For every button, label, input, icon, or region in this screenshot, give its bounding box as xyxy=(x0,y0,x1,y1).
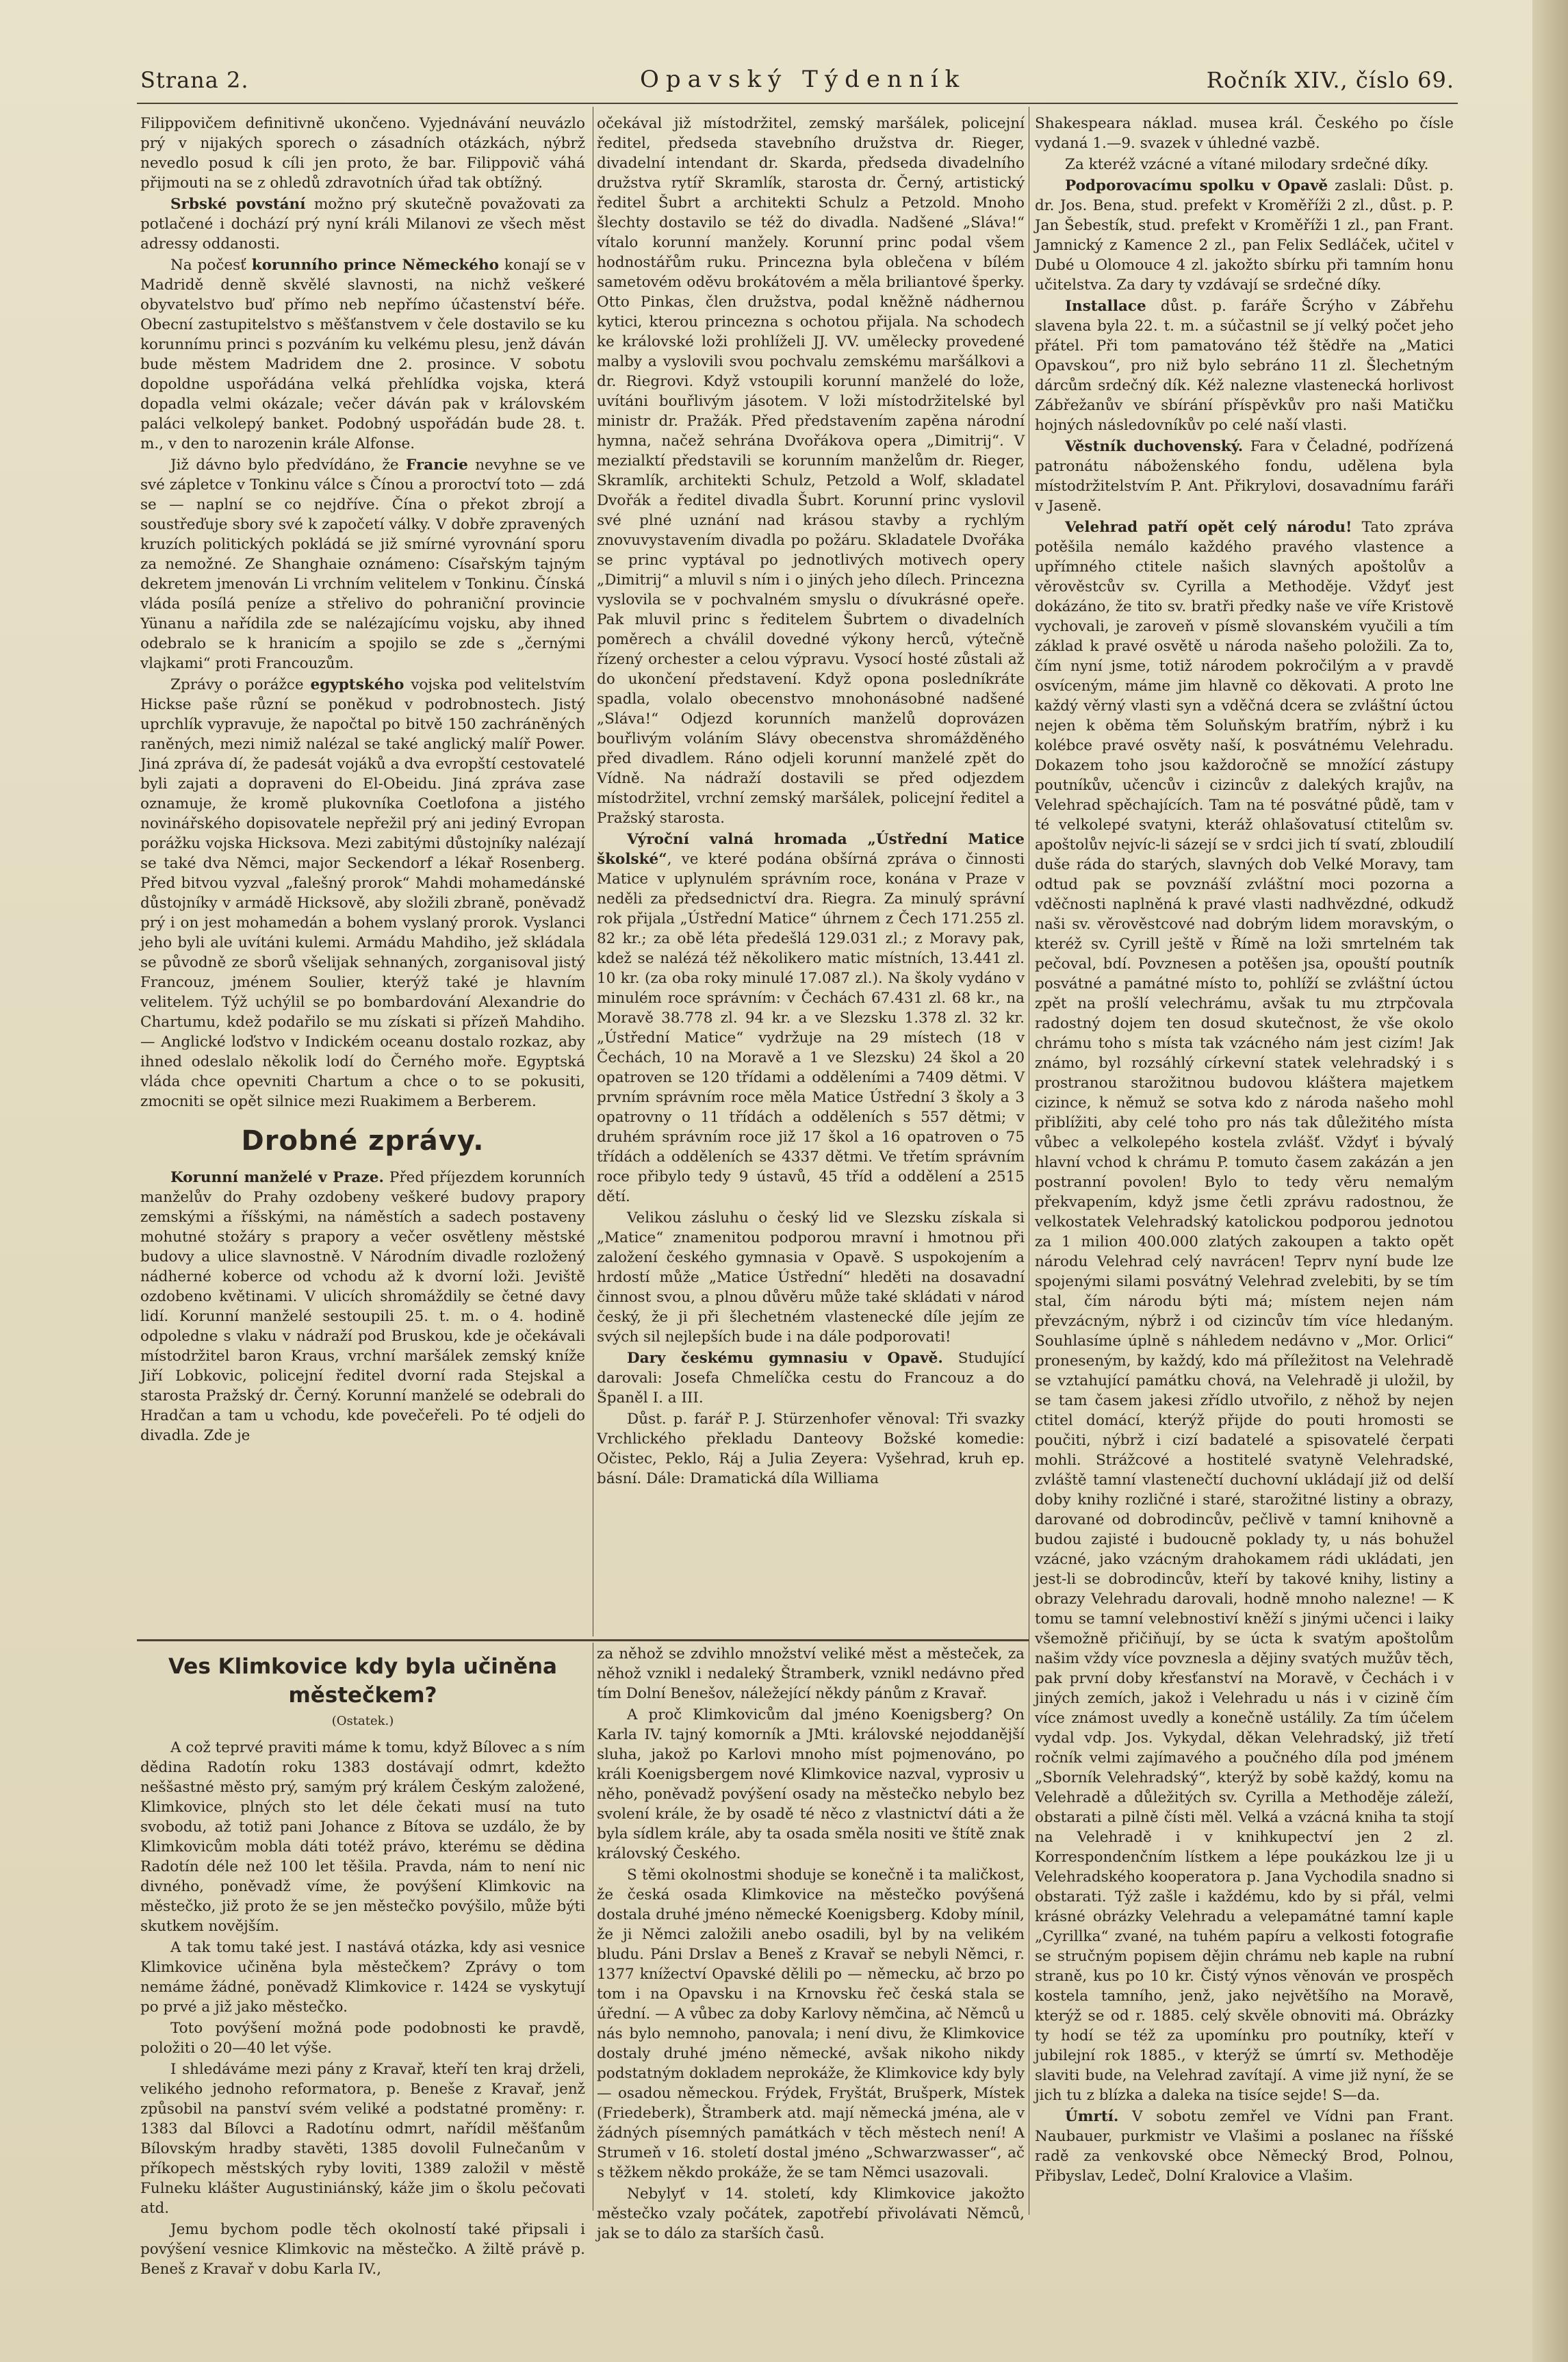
column-3 xyxy=(1035,114,1454,2215)
paragraph: Důst. p. farář P. J. Stürzenhofer věnoval: Tři svazky Vrchlického překladu Danteovy Božské komedie: Očistec, Peklo, Ráj a Julia Zeyera: Vyšehrad, kruh ep. básní. Dále: Dramatická díla Williama xyxy=(597,1411,1025,1487)
paragraph: Srbské povstání možno prý skutečně považovati za potlačené i dochází prý nyní králi Milanovi ze všech měst adressy oddanosti. xyxy=(140,196,585,253)
paragraph: Na počesť korunního prince Německého konají se v Madridě denně skvělé slavnosti, na nichž veškeré obyvatelstvo buď přímo neb nepřímo účastenství béře. Obecní zastupitelstvo s měšťanstvem v čele dostavilo se ku korunnímu princi s pozváním ku velkému plesu, jenž dáván bude městem Madridem dne 2. prosince. V sobotu dopoldne uspořádána velká přehlídka vojska, která dopadla velmi okázale; večer dáván pak v královském paláci velkolepý banket. Podobný uspořádán bude 28. t. m., v den to narozenin krále Alfonse. xyxy=(140,257,585,452)
column-2 xyxy=(597,114,1025,1634)
article-column-right xyxy=(597,1644,1025,2242)
lead-in: Věstník duchovenský. xyxy=(1065,438,1244,455)
paragraph: Nebylyť v 14. století, kdy Klimkovice jakožto městečko vzaly počátek, zapotřebí přivolávati Němců, jak se to dálo za starších časů. xyxy=(597,2185,1025,2242)
issue-number: Ročník XIV., číslo 69. xyxy=(1206,67,1454,93)
lead-in: Francie xyxy=(406,457,468,474)
page-edge-shadow xyxy=(1532,0,1568,2362)
paragraph: očekával již místodržitel, zemský maršálek, policejní ředitel, předseda stavebního družstva dr. Rieger, divadelní intendant dr. Skarda, předseda divadelního družstva rytíř Skramlík, starosta dr. Černý, artistický ředitel Šubrt a architekti Schulz a Petzold. Mnoho šlechty dostavilo se též do divadla. Nadšené „Sláva!“ vítalo korunní manžely. Korunní princ podal všem hodnostářům ruku. Princezna byla oblečena v bílém sametovém oděvu brokátovém a měla briliantové šperky. Otto Pinkas, člen družstva, podal kněžně nádhernou kytici, kterou princezna s ochotou přijala. Na schodech ke královské loži prohlíželi JJ. VV. umělecky provedené malby a vyslovili svou pochvalu zemskému maršálkovi a dr. Riegrovi. Když vstoupili korunní manželé do lože, uvítáni bouřlivým jásotem. V loži místodržitelské byl ministr dr. Pražák. Před představením zapěna národní hymna, načež sehrána Dvořákova opera „Dimitrij“. V mezialktí představili se korunním manželům dr. Rieger, Skramlík, architekti Schulz, Petzold a Wolf, skladatel Dvořák a ředitel divadla Šubrt. Korunní princ vyslovil své plné uznání nad krásou stavby a rychlým znovuvystavením divadla po požáru. Skladatele Dvořáka se princ vyptával po jednotlivých motivech opery „Dimitrij“ a mluvil s ním i o jiných jeho dílech. Princezna vyslovila se v pochvalném smyslu o dívukrásné opeře. Pak mluvil princ s ředitelem Šubrtem o divadelních poměrech a chválil dovedné výkony herců, výtečně řízený orchester a celou výpravu. Vysocí hosté zůstali až do ukončení představení. Když opona posledníkráte spadla, volalo obecenstvo mnohonásobné nadšené „Sláva!“ Odjezd korunních manželů doprovázen bouřlivým voláním Slávy obecenstva shromážděného před divadlem. Ráno odjeli korunní manželé zpět do Vídně. Na nádraží dostavili se před odjezdem místodržitel, vrchní zemský maršálek, policejní ředitel a Pražský starosta. xyxy=(597,115,1025,827)
paragraph: Filippovičem definitivně ukončeno. Vyjednávání neuvázlo prý v nijakých sporech o zásadních otázkách, nýbrž nevedlo posud k cíli jen proto, že bar. Filippovič váhá přijmouti na se z ohledů zdravotních úřad tak obtížný. xyxy=(140,115,585,192)
paragraph: Úmrtí. V sobotu zemřel ve Vídni pan Frant. Naubauer, purkmistr ve Vlašimi a poslanec na říšské radě za venkovské obce Německý Brod, Polnou, Přibyslav, Ledeč, Dolní Kralovice a Vlašim. xyxy=(1035,2108,1454,2185)
section-title: Drobné zprávy. xyxy=(241,1125,485,1157)
lead-in: korunního prince Německého xyxy=(251,257,499,274)
lead-in: Srbské povstání xyxy=(170,196,306,213)
lead-in: Dary českému gymnasiu v Opavě. xyxy=(627,1350,943,1367)
paragraph: Zprávy o porážce egyptského vojska pod velitelstvím Hickse paše různí se poněkud v podrobnostech. Jistý uprchlík vypravuje, že napočtal po bitvě 150 zachráněných raněných, mezi nimiž nalézal se také anglický malíř Power. Jiná zpráva dí, že padesát vojáků a dva evropští cestovatelé byli zajati a dopraveni do El-Obeidu. Jiná zpráva zase oznamuje, že kromě plukovníka Coetlofona a jistého novinářského dopisovatele nepřežil prý ani jediný Evropan porážku vojska Hicksova. Mezi zabitými důstojníky nalézají se také dva Němci, major Seckendorf a lékař Rosenberg. Před bitvou vyzval „falešný prorok“ Mahdi mohamedánské důstojníky v armádě Hicksově, aby složili zbraně, poněvadž prý i on jest mohamedán a bohem vyslaný prorok. Vyslanci jeho byli ale uvítáni kulemi. Armádu Mahdiho, jež skládala se původně ze sborů všelijak sehnaných, zorganisoval jistý Francouz, jménem Soulier, kterýž také je hlavním velitelem. Týž uchýlil se po bombardování Alexandrie do Chartumu, kdež podařilo se mu získati si přízeň Mahdiho. — Anglické loďstvo v Indickém oceanu dostalo rozkaz, aby ihned odeslalo několik lodí do Černého moře. Egyptská vláda chce opevniti Chartum a chce o to se pokusiti, zmocniti se opět silnice mezi Ruakimem a Berberem. xyxy=(140,676,585,1110)
paragraph: za něhož se zdvihlo množství veliké měst a městeček, za něhož vznikl i nedaleký Štramberk, vznikl nedávno před tím Dolní Benešov, náležející někdy pánům z Kravař. xyxy=(597,1645,1025,1702)
lead-in: Úmrtí. xyxy=(1065,2108,1119,2125)
paragraph: Toto povýšení možná pode podobnosti ke pravdě, položiti o 20—40 let výše. xyxy=(140,2020,585,2057)
lead-in: Výroční valná hromada „Ústřední Matice školské“ xyxy=(597,831,1025,868)
lead-in: Podporovacímu spolku v Opavě xyxy=(1065,177,1328,194)
paragraph: Velehrad patří opět celý národu! Tato zpráva potěšila nemálo každého pravého vlastence a upřímného ctitele našich slavných apoštolův a věrověstcův sv. Cyrilla a Methoděje. Vždyť jest dokázáno, že tito sv. bratři předky naše ve víře Kristově vychovali, je zaroveň v písmě slovanském vyučili a tím základ k pravé osvětě u národa našeho položili. Za to, čím nyní jsme, totiž národem pokročilým a v pravdě osvíceným, máme jim hlavně co děkovati. A proto lne každý věrný vlasti syn a vděčná dcera se zvláštní úctou nejen k oběma těm Soluňským bratřím, nýbrž i ku kolébce pravé osvěty naší, k posvátnému Velehradu. Dokazem toho jsou každoročně se množící zástupy poutníkův, učencův i cizincův z dalekých krajův, na Velehrad spěchajících. Tam na té posvátné půdě, tam v té velkolepé svatyni, kteráž ohlašovatusí ctitelům sv. apoštolův nejvíc-li sázejí se v srdci jich tí svatí, zbloudilí duše ráda do starých, slavných dob Velké Moravy, tam odtud pak se povznáší zvláštní moci pozorna a vděčnosti naplněná k pravé vlasti nadhvězdné, odkudž naši sv. věrověstcové nad dobrým lidem moravským, o kteréž sv. Cyrill ještě v Římě na loži smrtelném tak pečoval, bdí. Povznesen a potěšen jsa, opouští poutník posvátné a památné místo to, pohlíží se zvláštní úctou zpět na prošlí velechrámu, avšak tu mu ztrpčovala radostný dojem ten dosud skutečnost, že vše okolo chrámu toho s místa tak vzácného nám jest cizím! Jak známo, byl rozsáhlý církevní statek velehradský i s prostranou starožitnou budovou kláštera majetkem cizince, k němuž se sotva kdo z národa našeho mohl přiblížiti, aby celé toho pro nás tak důležitého místa vůbec a velkolepého kostela zvlášť. Vždyť i bývalý hlavní vchod k chrámu P. tomuto časem zakázán a jen postranní povolen! Bylo to tedy věru nemalým překvapením, když jsme četli zprávu radostnou, že velkostatek Velehradský katolickou podporou jednotou za 1 milion 400.000 zlatých zakoupen a takto opět národu Velehrad celý navrácen! Teprv nyní bude lze spojenými silami posvátný Velehrad zvelebiti, by se tím stal, čím národu býti má; místem nejen nám převzácným, nýbrž i od cizincův tím více hledaným. Souhlasíme úplně s náhledem nedávno v „Mor. Orlici“ proneseným, by každý, kdo má příležitost na Velehradě se vztahující památku chová, na Velehradě ji uložil, by se tam časem jakesi zřídlo utvořilo, z něhož by nejen ctitel domácí, kterýž přijde do pouti hromosti se poučiti, nýbrž i cizí badatelé a spisovatelé čerpati mohli. Strážcové a hostitelé svatyně Velehradské, zvláště tamní vlastenečtí duchovní ukládají již od delší doby knihy rozličné i staré, starožitné listiny a obrazy, darované od dobrodincův, pečlivě v tamní knihovně a budou zajisté i budoucně poklady ty, u nás bohužel vzácné, jako vzácným drahokamem rádi ukládati, jen jest-li se dobrodincův, kteří by takové knihy, listiny a obrazy Velehradu darovali, hodně mnoho nalezne! — K tomu se tamní velebnostiví kněží s jinými učenci i laiky všemožně přičiňují, by se úcta k svatým apoštolům našim vždy více povznesla a dějiny svatých mužův těch, pak první doby křesťanství na Moravě, v Čechách i v jiných zemích, jakož i Velehradu u nás i v cizině čím více známost uvedly a konečně ustálily. Za tím účelem vydal vdp. Jos. Vykydal, děkan Velehradský, již třetí ročník velmi zajímavého a poučného díla pod jménem „Sborník Velehradský“, kterýž by sobě každý, komu na Velehradě a důležitých sv. Cyrilla a Methoděje záleží, obstarati a pilně čísti měl. Velká a vzácná kniha ta stojí na Velehradě i v knihkupectví jen 2 zl. Korrespondenčním lístkem a lépe poukázkou lze ji u Velehradského kooperatora p. Jana Vychodila snadno si obstarati. Týž zašle i každému, kdo by si přál, velmi krásné obrázky Velehradu a velepamátné tamní kaple „Cyrillka“ zvané, na tuhém papíru a velkosti fotografie se stručným popisem dějin chrámu neb kaple na rubní straně, kus po 10 kr. Čistý výnos věnován ve prospěch kostela tamního, jenž, jako největšího na Moravě, kterýž se od r. 1885. celý skvěle obnoviti má. Obrázky ty hodí se též za upomínku pro poutníky, kteří v jubilejní rok 1885., v kterýž se úmrtí sv. Methoděje slaviti bude, na Velehrad zavítají. A vime již nyní, že se jich tu z blízka a daleka na tisíce sejde! S—da. xyxy=(1035,519,1454,2104)
paragraph: I shledáváme mezi pány z Kravař, kteří ten kraj drželi, velikého jednoho reformatora, p. Beneše z Kravař, jenž způsobil na panství svém veliké a podstatné proměny: r. 1383 dal Bílovci a Radotínu odmrt, nařídil měšťanům Bílovským hradby stavěti, 1385 dovolil Fulnečanům v příkopech městských ryby loviti, 1389 založil v městě Fulneku klášter Augustiniánský, káže jim o školu pečovati atd. xyxy=(140,2061,585,2217)
paragraph: Installace důst. p. faráře Šcrýho v Zábřehu slavena byla 22. t. m. a súčastnil se jí velký počet jeho přátel. Při tom pamatováno též štědře na „Matici Opavskou“, pro niž bylo sebráno 11 zl. Šlechetným dárcům srdečný dík. Kéž nalezne vlastenecká horlivost Zábřežanův ve sbírání příspěvkův pro naši Matičku hojných následovníkův po celé naší vlasti. xyxy=(1035,298,1454,434)
paragraph: Shakespeara náklad. musea král. Českého po čísle vydaná 1.—9. svazek v úhledné vazbě. xyxy=(1035,115,1454,152)
paragraph: Korunní manželé v Praze. Před příjezdem korunních manželův do Prahy ozdobeny veškeré budovy prapory zemskými a říšskými, na náměstích a sadech postaveny mohutné stožáry s prapory a večer osvětleny městské budovy a ulice slavnostně. V Národním divadle rozložený nádherné koberce od vchodu až k dvorní loži. Jeviště ozdobeno květinami. V ulicích shromáždily se četné davy lidí. Korunní manželé sestoupili 25. t. m. o 4. hodině odpoledne s vlaku v nádraží pod Bruskou, kde je očekávali místodržitel baron Kraus, vrchní maršálek zemský kníže Jiří Lobkovic, policejní ředitel dvorní rada Stejskal a starosta Pražský dr. Černý. Korunní manželé se odebrali do Hradčan a tam u vchodu, kde povečeřeli. Po té odjeli do divadla. Zde je xyxy=(140,1169,585,1444)
newspaper-title: Opavský Týdenník xyxy=(640,66,966,93)
paragraph: Výroční valná hromada „Ústřední Matice školské“, ve které podána obšírná zpráva o činnosti Matice v uplynulém správním roce, konána v Praze v neděli za předsednictví dra. Riegra. Za minulý správní rok přijala „Ústřední Matice“ úhrnem z Čech 171.255 zl. 82 kr.; za obě léta předešlá 129.031 zl.; z Moravy pak, kdež se nalézá též několikero matic místních, 13.441 zl. 10 kr. (za oba roky minulé 17.087 zl.). Na školy vydáno v minulém roce správním: v Čechách 67.431 zl. 68 kr., na Moravě 38.778 zl. 94 kr. a ve Slezsku 1.378 zl. 32 kr. „Ústřední Matice“ vydržuje na 29 místech (18 v Čechách, 10 na Moravě a 1 ve Slezsku) 24 škol a 20 opatroven se 120 třídami a odděleními a 7409 dětmi. V prvním správním roce měla Matice Ústřední 3 školy a 3 opatrovny o 11 třídách a odděleních s 557 dětmi; v druhém správním roce již 17 škol a 16 opatroven o 75 třídách a odděleních se 4337 dětmi. Ve třetím správním roce přibylo tedy 9 ústavů, 45 tříd a oddělení a 2515 dětí. xyxy=(597,831,1025,1205)
paragraph: S těmi okolnostmi shoduje se konečně i ta maličkost, že česká osada Klimkovice na městečko povýšená dostala druhé jméno německé Koenigsberg. Kdoby mínil, že ji Němci založili anebo osadili, byl by na velikém bludu. Páni Drslav a Beneš z Kravař se nebyli Němci, r. 1377 knížectví Opavské dělili po — německu, ač brzo po tom i na Opavsku i na Krnovsku řeč česká stala se úřední. — A vůbec za doby Karlovy němčina, ač Němců u nás bylo nemnoho, panovala; i není divu, že Klimkovice dostaly druhé jméno německé, avšak nikoho nikdy podstatným dokladem neprokáže, že Klimkovice kdy byly — osadou německou. Frýdek, Fryštát, Brušperk, Místek (Friedeberk), Štramberk atd. mají německá jména, ale v žádných písemných památkách v těch městech není! A Strumeň v 16. století dostal jméno „Schwarzwasser“, ač s těžkem někdo prokáže, že se tam Němci usazovali. xyxy=(597,1866,1025,2181)
paragraph: Věstník duchovenský. Fara v Čeladné, podřízená patronátu náboženského fondu, udělena byla místodržitelstvím P. Ant. Přikrylovi, dosavadnímu faráři v Jaseně. xyxy=(1035,438,1454,515)
paragraph: A tak tomu také jest. I nastává otázka, kdy asi vesnice Klimkovice učiněna byla městečkem? Zprávy o tom nemáme žádné, poněvadž Klimkovice r. 1424 se vyskytují po prvé a již jako městečko. xyxy=(140,1939,585,2016)
header-rule xyxy=(137,103,1458,104)
lead-in: Installace xyxy=(1065,298,1146,315)
paragraph: Podporovacímu spolku v Opavě zaslali: Důst. p. dr. Jos. Bena, stud. prefekt v Kroměříži 2 zl., důst. p. P. Jan Šebestík, stud. prefekt v Kroměříži 1 zl., pan Frant. Jamnický z Kamence 2 zl., pan Felix Sedláček, učitel v Dubé u Olomouce 4 zl. jakožto sbírku při tamním honu učitelstva. Za dary ty vzdávají se srdečné díky. xyxy=(1035,177,1454,294)
paragraph: Velikou zásluhu o český lid ve Slezsku získala si „Matice“ znamenitou podporou mravní i hmotnou při založení českého gymnasia v Opavě. S uspokojením a hrdostí může „Matice Ústřední“ hleděti na dosavadní činnost svou, a plnou důvěru může také skládati v národ český, že ji při šlechetném vlastenecké díle jejím ze svých sil nejlepších bude i na dále podporovati! xyxy=(597,1209,1025,1346)
article-column-left xyxy=(140,1644,585,2278)
lead-in: Velehrad patří opět celý národu! xyxy=(1065,519,1352,536)
article-divider-rule xyxy=(137,1639,1029,1641)
paragraph: Dary českému gymnasiu v Opavě. Studující darovali: Josefa Chmelíčka cestu do Francouz a do Španěl I. a III. xyxy=(597,1350,1025,1407)
article-title: Ves Klimkovice kdy byla učiněna městečkem? xyxy=(168,1654,557,1708)
page-header xyxy=(140,60,1454,101)
page-number: Strana 2. xyxy=(140,67,249,93)
article-subtitle: (Ostatek.) xyxy=(331,1714,394,1728)
paragraph: A proč Klimkovicům dal jméno Koenigsberg? On Karla IV. tajný komorník a JMti. královské nejoddanější sluha, jakož po Karlovi mnoho míst pojmenováno, po králi Koenigsbergem nové Klimkovice nazval, vyprosiv u něho, poněvadž povýšení osady na městečko nebylo bez svolení krále, že by osadě té něco z vlastnictví dáti a že byla sídlem krále, aby ta osada směla nositi ve štítě znak královský Českého. xyxy=(597,1706,1025,1862)
paragraph: Za kteréž vzácné a vítané milodary srdečné díky. xyxy=(1065,156,1429,173)
paragraph: Jemu bychom podle těch okolností také připsali i povýšení vesnice Klimkovic na městečko. A žiltě právě p. Beneš z Kravař v dobu Karla IV., xyxy=(140,2221,585,2278)
paragraph: Již dávno bylo předvídáno, že Francie nevyhne se ve své zápletce v Tonkinu válce s Čínou a proroctví toto — zdá se — naplní se co nejdříve. Čína o překot zbrojí a soustřeďuje sbory své k započetí války. V dobře zpravených kruzích politických pokládá se již smírné vyrovnání sporu za nemožné. Ze Shanghaie oznámeno: Císařským tajným dekretem jmenován Li vrchním velitelem v Tonkinu. Čínská vláda posílá peníze a střelivo do pohraniční provincie Yünanu a nařídila zde se nalézajícímu vojsku, aby ihned odebralo se k hranicím a spojilo se zde s „černými vlajkami“ proti Francouzům. xyxy=(140,457,585,672)
paragraph: A což teprvé praviti máme k tomu, když Bílovec a s ním dědina Radotín roku 1383 dostávají odmrt, kdežto neššastné město prý, samým prý králem Českým založené, Klimkovice, plných sto let déle čekati musí na tuto svobodu, až totiž pani Johance z Bítova se uzdálo, že by Klimkovicům mobla dáti totéž právo, kterému se dědina Radotín déle než 100 let těšila. Pravda, nám to není nic divného, poněvadž víme, že povýšení Klimkovic na městečko, již proto že se jen městečko povýšilo, může býti skutkem novějším. xyxy=(140,1739,585,1935)
lead-in: Korunní manželé v Praze. xyxy=(170,1169,384,1186)
column-1 xyxy=(140,114,585,1634)
lead-in: egyptského xyxy=(310,676,404,693)
